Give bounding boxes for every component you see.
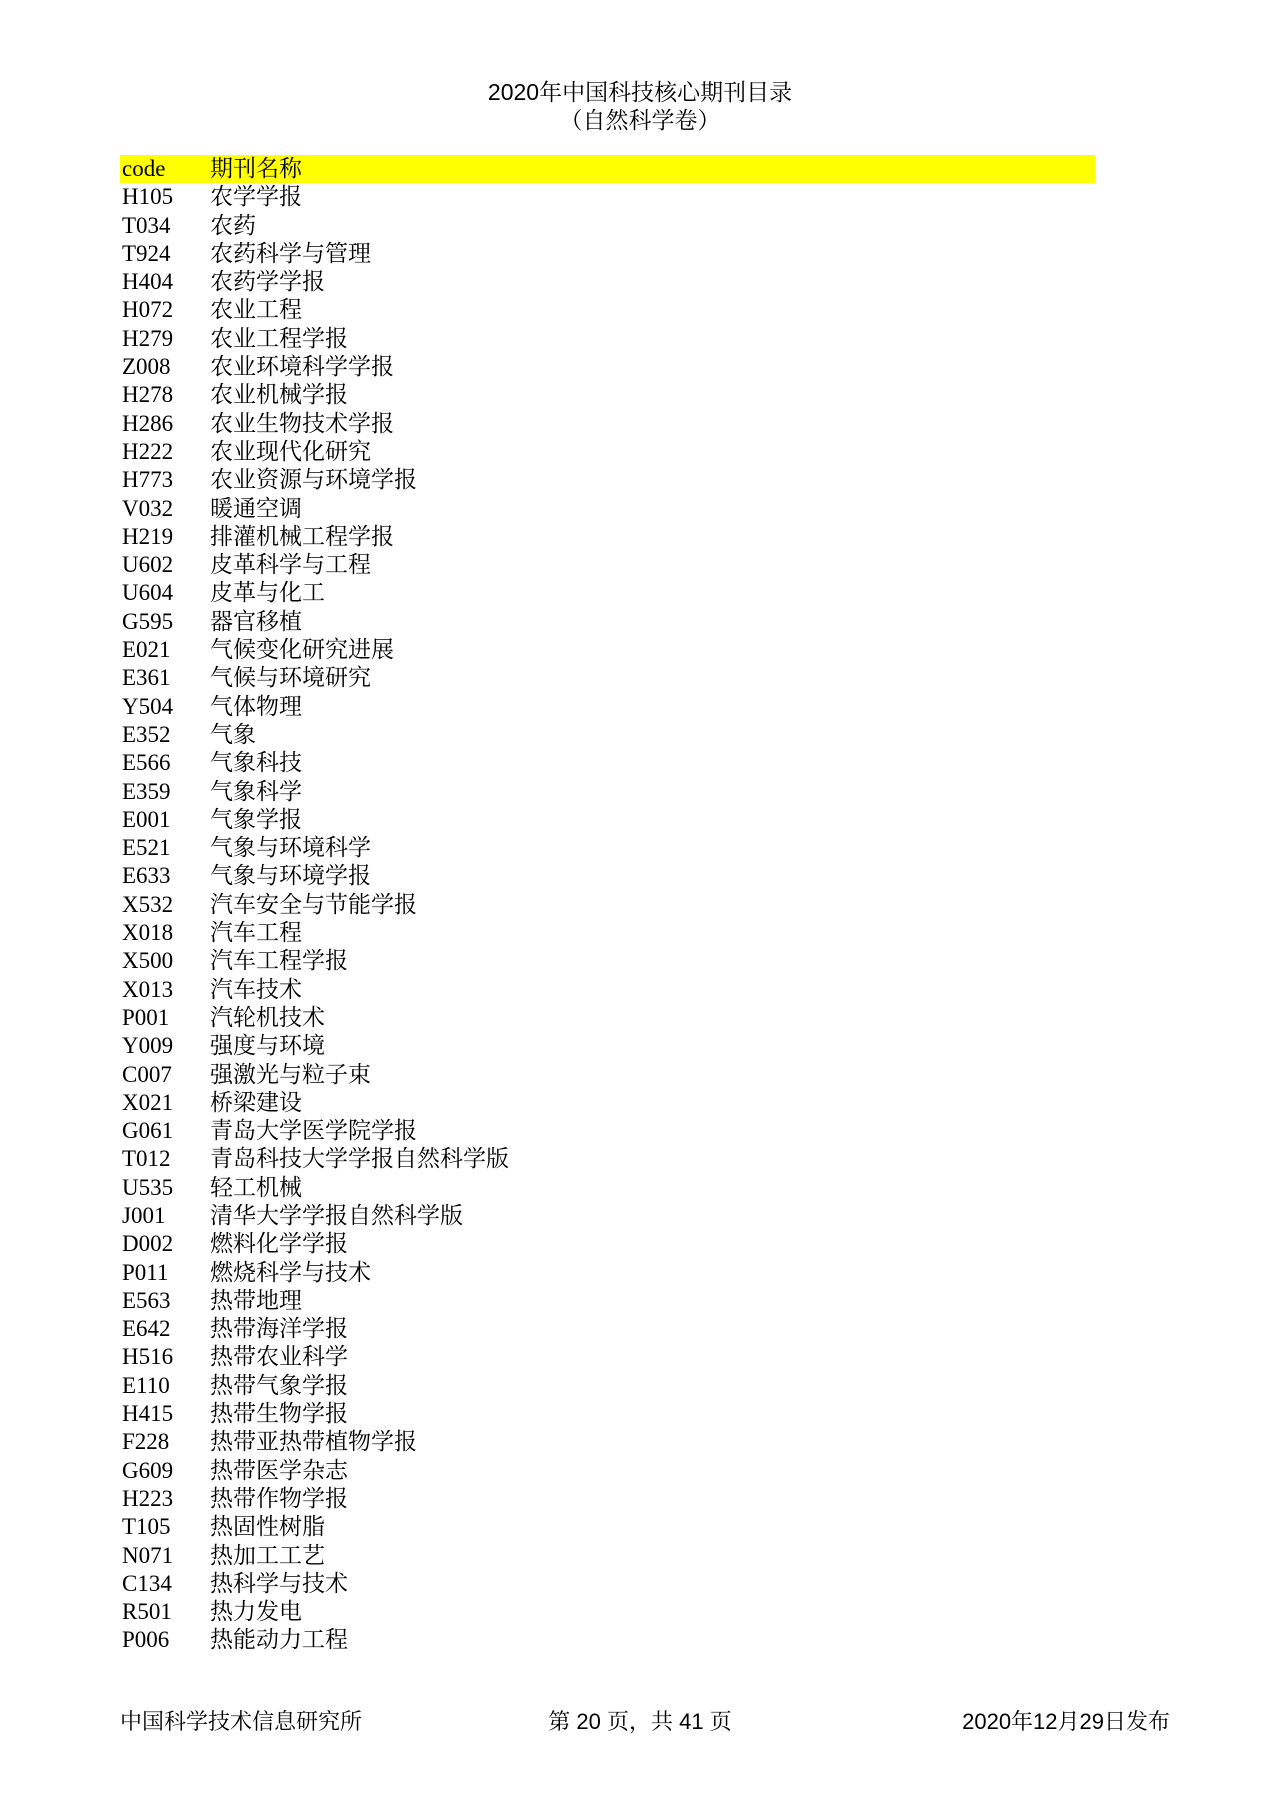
journal-code: Y009 bbox=[122, 1033, 174, 1059]
journal-code: U604 bbox=[122, 580, 174, 606]
table-row bbox=[120, 325, 1095, 353]
journal-name: 气象科学 bbox=[210, 778, 302, 804]
journal-name: 热能动力工程 bbox=[210, 1627, 348, 1653]
journal-code: E110 bbox=[122, 1372, 170, 1398]
journal-code: X013 bbox=[122, 976, 174, 1002]
journal-code: H286 bbox=[122, 410, 174, 436]
journal-code: T924 bbox=[122, 240, 171, 266]
table-row bbox=[120, 1626, 1095, 1654]
journal-code: H223 bbox=[122, 1485, 174, 1511]
journal-code: H072 bbox=[122, 297, 174, 323]
journal-name: 汽车技术 bbox=[210, 976, 302, 1002]
journal-code: P006 bbox=[122, 1627, 170, 1653]
journal-code: V032 bbox=[122, 495, 174, 521]
journal-code: E352 bbox=[122, 721, 171, 747]
journal-code: E001 bbox=[122, 806, 171, 832]
journal-code: T105 bbox=[122, 1514, 171, 1540]
table-row bbox=[120, 353, 1095, 381]
table-row bbox=[120, 438, 1095, 466]
table-row bbox=[120, 891, 1095, 919]
journal-code: T012 bbox=[122, 1146, 171, 1172]
journal-code: G595 bbox=[122, 608, 174, 634]
journal-name: 热加工工艺 bbox=[210, 1542, 325, 1568]
header-code: code bbox=[122, 156, 166, 181]
table-row bbox=[120, 636, 1095, 664]
journal-name: 热带医学杂志 bbox=[210, 1457, 348, 1483]
journal-name: 清华大学学报自然科学版 bbox=[210, 1202, 463, 1228]
table-row bbox=[120, 1117, 1095, 1145]
journal-code: E359 bbox=[122, 778, 171, 804]
journal-code: X018 bbox=[122, 920, 174, 946]
journal-name: 热带海洋学报 bbox=[210, 1316, 348, 1342]
table-row bbox=[120, 1287, 1095, 1315]
table-row bbox=[120, 693, 1095, 721]
journal-name: 汽轮机技术 bbox=[210, 1004, 325, 1030]
table-row bbox=[120, 1089, 1095, 1117]
journal-name: 热带地理 bbox=[210, 1287, 302, 1313]
table-row bbox=[120, 1570, 1095, 1598]
journal-name: 热带农业科学 bbox=[210, 1344, 348, 1370]
table-row bbox=[120, 608, 1095, 636]
journal-name: 燃料化学学报 bbox=[210, 1231, 348, 1257]
journal-name: 气象 bbox=[210, 721, 256, 747]
journal-name: 气候变化研究进展 bbox=[210, 637, 394, 663]
document-subtitle: （自然科学卷） bbox=[559, 107, 721, 133]
journal-code: U535 bbox=[122, 1174, 174, 1200]
journal-code: T034 bbox=[122, 212, 171, 238]
journal-name: 强激光与粒子束 bbox=[210, 1061, 371, 1087]
table-row bbox=[120, 947, 1095, 975]
journal-code: R501 bbox=[122, 1599, 172, 1625]
journal-code: Y504 bbox=[122, 693, 174, 719]
table-row bbox=[120, 862, 1095, 890]
table-row bbox=[120, 410, 1095, 438]
journal-name: 桥梁建设 bbox=[210, 1089, 302, 1115]
journal-name: 热带作物学报 bbox=[210, 1485, 348, 1511]
table-row bbox=[120, 778, 1095, 806]
journal-name: 皮革科学与工程 bbox=[210, 552, 371, 578]
table-row bbox=[120, 749, 1095, 777]
table-row bbox=[120, 381, 1095, 409]
table-row bbox=[120, 1428, 1095, 1456]
journal-name: 气象与环境学报 bbox=[210, 863, 371, 889]
table-row bbox=[120, 183, 1095, 211]
footer-page-info: 第 20 页，共 41 页 bbox=[548, 1709, 732, 1734]
journal-code: H279 bbox=[122, 325, 174, 351]
table-row bbox=[120, 1513, 1095, 1541]
table-row bbox=[120, 1032, 1095, 1060]
journal-name: 气象学报 bbox=[210, 806, 302, 832]
journal-name: 农业资源与环境学报 bbox=[210, 467, 417, 493]
table-row bbox=[120, 523, 1095, 551]
table-row bbox=[120, 1202, 1095, 1230]
footer-organization: 中国科学技术信息研究所 bbox=[120, 1709, 363, 1734]
journal-name: 暖通空调 bbox=[210, 495, 302, 521]
table-row bbox=[120, 1485, 1095, 1513]
table-row bbox=[120, 919, 1095, 947]
journal-code: X532 bbox=[122, 891, 174, 917]
journal-name: 气象科技 bbox=[210, 750, 302, 776]
journal-name: 汽车安全与节能学报 bbox=[210, 891, 417, 917]
journal-name: 器官移植 bbox=[210, 608, 302, 634]
journal-name: 农学学报 bbox=[210, 184, 302, 210]
journal-name: 汽车工程学报 bbox=[210, 948, 348, 974]
journal-code: X021 bbox=[122, 1089, 174, 1115]
table-row bbox=[120, 1004, 1095, 1032]
journal-code: E633 bbox=[122, 863, 171, 889]
journal-name: 农业现代化研究 bbox=[210, 438, 371, 464]
table-row bbox=[120, 1061, 1095, 1089]
journal-code: F228 bbox=[122, 1429, 170, 1455]
journal-name: 农业环境科学学报 bbox=[210, 354, 394, 380]
journal-code: G609 bbox=[122, 1457, 174, 1483]
table-row bbox=[120, 1457, 1095, 1485]
journal-code: U602 bbox=[122, 552, 174, 578]
journal-code: E642 bbox=[122, 1316, 171, 1342]
journal-name: 热带亚热带植物学报 bbox=[210, 1429, 417, 1455]
journal-code: C134 bbox=[122, 1570, 172, 1596]
journal-name: 农药学学报 bbox=[210, 269, 325, 295]
journal-name: 青岛科技大学学报自然科学版 bbox=[210, 1146, 509, 1172]
journal-name: 农业机械学报 bbox=[210, 382, 348, 408]
journal-code: H222 bbox=[122, 438, 174, 464]
journal-code: E563 bbox=[122, 1287, 171, 1313]
journal-name: 气候与环境研究 bbox=[210, 665, 371, 691]
journal-name: 皮革与化工 bbox=[210, 580, 325, 606]
journal-code: Z008 bbox=[122, 354, 171, 380]
journal-code: G061 bbox=[122, 1118, 174, 1144]
journal-code: H105 bbox=[122, 184, 174, 210]
table-row bbox=[120, 1542, 1095, 1570]
table-row bbox=[120, 1145, 1095, 1173]
journal-code: X500 bbox=[122, 948, 174, 974]
table-body bbox=[120, 183, 1095, 1654]
table-row bbox=[120, 495, 1095, 523]
table-row bbox=[120, 1259, 1095, 1287]
table-row bbox=[120, 664, 1095, 692]
journal-name: 热固性树脂 bbox=[210, 1514, 325, 1540]
journal-name: 强度与环境 bbox=[210, 1033, 325, 1059]
journal-name: 排灌机械工程学报 bbox=[210, 523, 394, 549]
journal-name: 汽车工程 bbox=[210, 920, 302, 946]
table-row bbox=[120, 579, 1095, 607]
journal-code: C007 bbox=[122, 1061, 172, 1087]
journal-name: 热带气象学报 bbox=[210, 1372, 348, 1398]
journal-name: 热科学与技术 bbox=[210, 1570, 348, 1596]
journal-code: P001 bbox=[122, 1004, 170, 1030]
journal-name: 热带生物学报 bbox=[210, 1401, 348, 1427]
journal-code: J001 bbox=[122, 1202, 166, 1228]
journal-name: 热力发电 bbox=[210, 1599, 302, 1625]
journal-code: E566 bbox=[122, 750, 171, 776]
journal-name: 农业工程学报 bbox=[210, 325, 348, 351]
table-row bbox=[120, 212, 1095, 240]
table-row bbox=[120, 268, 1095, 296]
table-row bbox=[120, 806, 1095, 834]
journal-code: E021 bbox=[122, 637, 171, 663]
table-row bbox=[120, 1230, 1095, 1258]
journal-name: 农业生物技术学报 bbox=[210, 410, 394, 436]
journal-code: E521 bbox=[122, 835, 171, 861]
journal-code: P011 bbox=[122, 1259, 169, 1285]
journal-name: 气体物理 bbox=[210, 693, 302, 719]
table-row bbox=[120, 296, 1095, 324]
journal-name: 农药科学与管理 bbox=[210, 240, 371, 266]
footer-published-date: 2020年12月29日发布 bbox=[962, 1709, 1170, 1734]
journal-code: H278 bbox=[122, 382, 174, 408]
journal-name: 轻工机械 bbox=[210, 1174, 302, 1200]
journal-code: N071 bbox=[122, 1542, 174, 1568]
header-journal-name: 期刊名称 bbox=[210, 156, 302, 181]
journal-code: H404 bbox=[122, 269, 174, 295]
journal-table bbox=[120, 155, 1095, 1655]
table-row bbox=[120, 721, 1095, 749]
journal-code: H415 bbox=[122, 1401, 174, 1427]
journal-code: E361 bbox=[122, 665, 171, 691]
table-row bbox=[120, 1400, 1095, 1428]
table-row bbox=[120, 1343, 1095, 1371]
journal-name: 农药 bbox=[210, 212, 256, 238]
journal-name: 农业工程 bbox=[210, 297, 302, 323]
table-row bbox=[120, 1372, 1095, 1400]
journal-name: 燃烧科学与技术 bbox=[210, 1259, 371, 1285]
table-row bbox=[120, 466, 1095, 494]
document-title: 2020年中国科技核心期刊目录 bbox=[487, 79, 793, 105]
table-row bbox=[120, 1174, 1095, 1202]
journal-name: 青岛大学医学院学报 bbox=[210, 1118, 417, 1144]
table-row bbox=[120, 834, 1095, 862]
table-row bbox=[120, 976, 1095, 1004]
table-row bbox=[120, 240, 1095, 268]
table-row bbox=[120, 551, 1095, 579]
journal-code: H219 bbox=[122, 523, 174, 549]
table-row bbox=[120, 1598, 1095, 1626]
journal-code: H516 bbox=[122, 1344, 174, 1370]
journal-code: H773 bbox=[122, 467, 174, 493]
table-header-row bbox=[120, 155, 1095, 183]
journal-code: D002 bbox=[122, 1231, 174, 1257]
table-row bbox=[120, 1315, 1095, 1343]
journal-name: 气象与环境科学 bbox=[210, 835, 371, 861]
